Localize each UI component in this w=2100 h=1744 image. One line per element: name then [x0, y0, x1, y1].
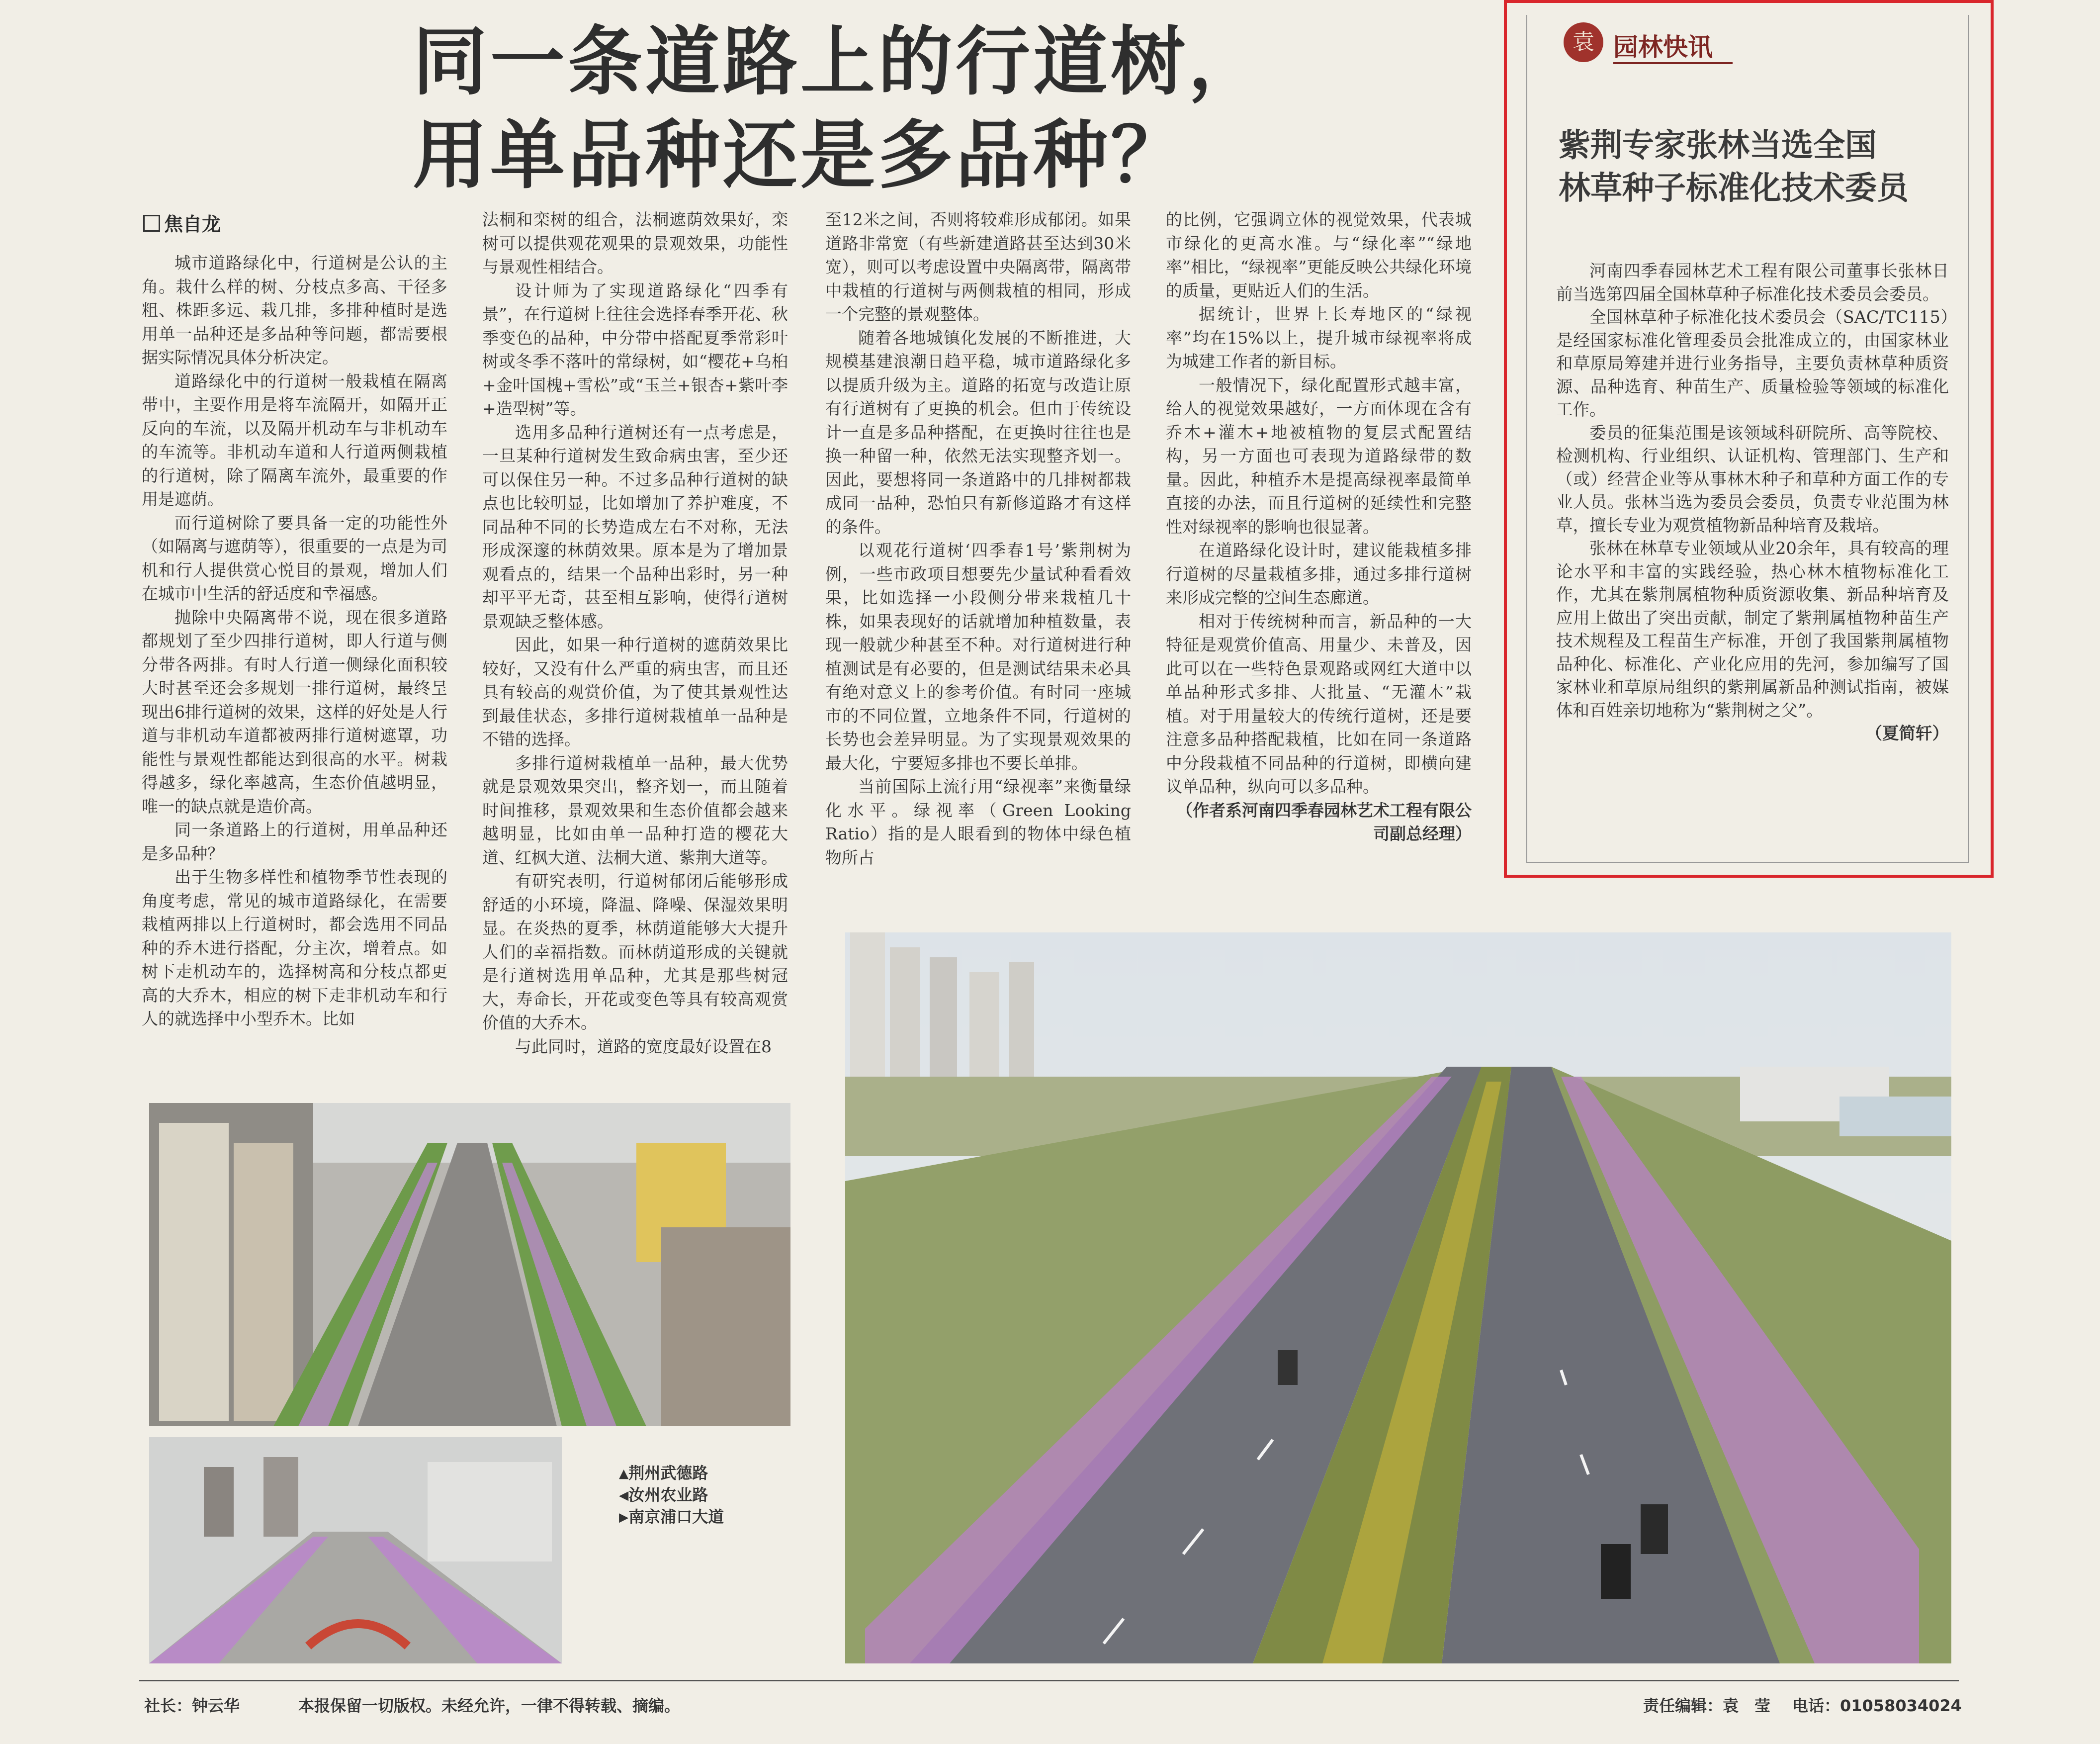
- footer-publisher: 社长：钟云华: [144, 1696, 240, 1715]
- author-credit: （作者系河南四季春园林艺术工程有限公司副总经理）: [1176, 800, 1472, 843]
- seal-icon: 袁: [1564, 22, 1603, 62]
- boulevard-aerial-illustration: [845, 932, 1951, 1663]
- sidebar-para-4: [1556, 537, 1949, 722]
- col1-para-4: 抛除中央隔离带不说，现在很多道路都规划了至少四排行道树，即人行道与侧分带各两排。有时人行道一侧绿化面积较大时甚至还会多规划一排行道树，最终呈现出6排行道树的效果，这样的好处是人行道与非机动车道都被两排行道树遮罩，功能性与景观性都能达到很高的水平。树栽得越多，绿化率越高，生态价值越明显，唯一的缺点就是造价高。: [142, 607, 447, 816]
- footer-phone: 电话：01058034024: [1792, 1696, 1962, 1715]
- headline-line-2: 用单品种还是多品种？: [413, 111, 1189, 199]
- sidebar-title-line-2: 林草种子标准化技术委员: [1559, 170, 1909, 207]
- col1-para-3: 而行道树除了要具备一定的功能性外（如隔离与遮荫等），很重要的一点是为司机和行人提供赏心悦目的景观，增加人们在城市中生活的舒适度和幸福感。: [142, 513, 447, 603]
- col2-para-2: 设计师为了实现道路绿化“四季有景”，在行道树上往往会选择春季开花、秋季变色的品种，中分带中搭配夏季常彩叶树或冬季不落叶的常绿树，如“樱花+乌桕+金叶国槐+雪松”或“玉兰+银杏+紫叶李+造型树”等。: [482, 280, 788, 418]
- col4-para-3: 一般情况下，绿化配置形式越丰富，给人的视觉效果越好，一方面体现在含有乔木+灌木+地被植物的复层式配置结构，另一方面也可表现为道路绿带的数量。因此，种植乔木是提高绿视率最简单直接的办法，而且行道树的延续性和完整性对绿视率的影响也很显著。: [1166, 375, 1472, 537]
- col4-para-1: 的比例，它强调立体的视觉效果，代表城市绿化的更高水准。与“绿化率”“绿地率”相比，“绿视率”更能反映公共绿化环境的质量，更贴近人们的生活。: [1166, 210, 1472, 300]
- street-aerial-illustration: [149, 1103, 790, 1426]
- col2-para-4: 因此，如果一种行道树的遮荫效果比较好，又没有什么严重的病虫害，而且还具有较高的观赏价值，为了使其景观性达到最佳状态，多排行道树栽植单一品种是不错的选择。: [482, 635, 788, 749]
- col3-para-1: 至12米之间，否则将较难形成郁闭。如果道路非常宽（有些新建道路甚至达到30米宽），则可以考虑设置中央隔离带，隔离带中栽植的行道树与两侧栽植的相同，形成一个完整的景观整体。: [825, 210, 1131, 324]
- sidebar-title: [1559, 124, 1946, 210]
- article-column-4: [1166, 208, 1472, 874]
- sidebar-section-label: 园林快讯: [1613, 33, 1713, 62]
- sidebar-body: [1556, 260, 1949, 745]
- article-column-1: [142, 251, 447, 1077]
- col4-para-2: 据统计，世界上长寿地区的“绿视率”均在15%以上，提升城市绿视率将成为城建工作者的新目标。: [1166, 304, 1472, 371]
- col1-para-5: 同一条道路上的行道树，用单品种还是多品种？: [142, 820, 447, 863]
- photo-ruzhou-nongye-road: [149, 1437, 562, 1663]
- sidebar-para-1: 河南四季春园林艺术工程有限公司董事长张林日前当选第四届全国林草种子标准化技术委员会委员。: [1556, 261, 1949, 304]
- photo-jingzhou-wude-road: [149, 1103, 790, 1426]
- col3-para-3: 以观花行道树‘四季春1号’紫荆树为例，一些市政项目想要先少量试种看看效果，比如选择一小段侧分带来栽植几十株，如果表现好的话就增加种植数量，表现一般就少种甚至不种。对行道树进行种植测试是有必要的，但是测试结果未必具有绝对意义上的参考价值。有时同一座城市的不同位置，立地条件不同，行道树的长势也会差异明显。为了实现景观效果的最大化，宁要短多排也不要长单排。: [825, 541, 1131, 773]
- col1-para-1: 城市道路绿化中，行道树是公认的主角。栽什么样的树、分枝点多高、干径多粗、株距多远、栽几排，多排种植时是选用单一品种还是多品种等问题，都需要根据实际情况具体分析决定。: [142, 253, 447, 367]
- col1-para-2: 道路绿化中的行道树一般栽植在隔离带中，主要作用是将车流隔开，如隔开正反向的车流，以及隔开机动车与非机动车的车流等。非机动车道和人行道两侧栽植的行道树，除了隔离车流外，最重要的作用是遮荫。: [142, 371, 447, 509]
- col2-para-7: 与此同时，道路的宽度最好设置在8: [515, 1036, 772, 1056]
- col1-para-6: 出于生物多样性和植物季节性表现的角度考虑，常见的城市道路绿化，在需要栽植两排以上行道树时，都会选用不同品种的乔木进行搭配，分主次，增着点。如树下走机动车的，选择树高和分枝点都更高的大乔木，相应的树下走非机动车和行人的就选择中小型乔木。比如: [142, 867, 447, 1028]
- sidebar-para-3: 委员的征集范围是该领域科研院所、高等院校、检测机构、行业组织、认证机构、管理部门、生产和（或）经营企业等从事林木种子和草种方面工作的专业人员。张林当选为委员会委员，负责专业范围为林草，擅长专业为观赏植物新品种培育及栽培。: [1556, 423, 1949, 535]
- road-arch-illustration: [149, 1437, 562, 1663]
- byline: [143, 209, 221, 236]
- col2-para-6: 有研究表明，行道树郁闭后能够形成舒适的小环境，降温、降噪、保湿效果明显。在炎热的夏季，林荫道能够大大提升人们的幸福指数。而林荫道形成的关键就是行道树选用单品种，尤其是那些树冠大，寿命长，开花或变色等具有较高观赏价值的大乔木。: [482, 871, 788, 1032]
- sidebar-credit: （夏简轩）: [1865, 724, 1949, 743]
- col2-para-5: 多排行道树栽植单一品种，最大优势就是景观效果突出，整齐划一，而且随着时间推移，景观效果和生态价值都会越来越明显，比如由单一品种打造的樱花大道、红枫大道、法桐大道、紫荆大道等。: [482, 753, 788, 867]
- headline-line-1: 同一条道路上的行道树，: [413, 18, 1266, 105]
- col2-para-3: 选用多品种行道树还有一点考虑是，一旦某种行道树发生致命病虫害，至少还可以保住另一种。不过多品种行道树的缺点也比较明显，比如增加了养护难度，不同品种不同的长势造成左右不对称，无法形成深邃的林荫效果。原本是为了增加景观看点的，结果一个品种出彩时，另一种却平平无奇，甚至相互影响，使得行道树景观缺乏整体感。: [482, 422, 788, 631]
- col4-para-4: 在道路绿化设计时，建议能栽植多排行道树的尽量栽植多排，通过多排行道树来形成完整的空间生态廊道。: [1166, 541, 1472, 607]
- article-column-3: [825, 208, 1131, 869]
- col4-para-5: 相对于传统树种而言，新品种的一大特征是观赏价值高、用量少、未普及，因此可以在一些特色景观路或网红大道中以单品种形式多排、大批量、“无灌木”栽植。对于用量较大的传统行道树，还是要注意多品种搭配栽植，比如在同一条道路中分段栽植不同品种的行道树，即横向建议单品种，纵向可以多品种。: [1166, 611, 1472, 796]
- caption-jingzhou: ▲荆州武德路: [619, 1464, 708, 1482]
- photo-nanjing-pukou-avenue: [845, 932, 1951, 1663]
- photo-captions: [619, 1462, 778, 1528]
- sidebar-para-2: 全国林草种子标准化技术委员会（SAC/TC115）是经国家标准化管理委员会批准成立的，由国家林业和草原局筹建并进行业务指导，主要负责林草种质资源、品种选育、种苗生产、质量检验等领域的标准化工作。: [1556, 307, 1949, 419]
- footer-editor: 责任编辑：袁 莹: [1643, 1696, 1771, 1715]
- col3-para-2: 随着各地城镇化发展的不断推进，大规模基建浪潮日趋平稳，城市道路绿化多以提质升级为主。道路的拓宽与改造让原有行道树有了更换的机会。但由于传统设计一直是多品种搭配，在更换时往往也是换一种留一种，依然无法实现整齐划一。因此，要想将同一条道路中的几排树都栽成同一品种，恐怕只有新修道路才有这样的条件。: [825, 328, 1131, 537]
- article-headline: [413, 15, 1308, 202]
- article-column-2: [482, 208, 788, 1068]
- footer-rights: 本报保留一切版权。未经允许，一律不得转载、摘编。: [298, 1696, 681, 1715]
- sidebar-para-4-text: 张林在林草专业领域从业20余年，具有较高的理论水平和丰富的实践经验，热心林木植物标准化工作，尤其在紫荆属植物种质资源收集、新品种培育及应用上做出了突出贡献，制定了紫荆属植物种苗生产技术规程及工程苗生产标准，开创了我国紫荆属植物品种化、标准化、产业化应用的先河，参加编写了国家林业和草原局组织的紫荆属新品种测试指南，被媒体和百姓亲切地称为“紫荆树之父”。: [1556, 539, 1949, 720]
- byline-author: 焦自龙: [164, 213, 221, 235]
- col3-para-4: 当前国际上流行用“绿视率”来衡量绿化水平。绿视率（Green Looking Ratio）指的是人眼看到的物体中绿色植物所占: [825, 777, 1131, 867]
- col2-para-1: 法桐和栾树的组合，法桐遮荫效果好，栾树可以提供观花观果的景观效果，功能性与景观性相结合。: [482, 210, 788, 276]
- caption-nanjing: ▶南京浦口大道: [619, 1507, 724, 1526]
- footer-rule: [139, 1680, 1959, 1681]
- sidebar-title-line-1: 紫荆专家张林当选全国: [1559, 127, 1877, 164]
- sidebar-label-rule: [1613, 62, 1733, 64]
- caption-ruzhou: ◀汝州农业路: [619, 1485, 708, 1504]
- byline-box-icon: [143, 215, 160, 232]
